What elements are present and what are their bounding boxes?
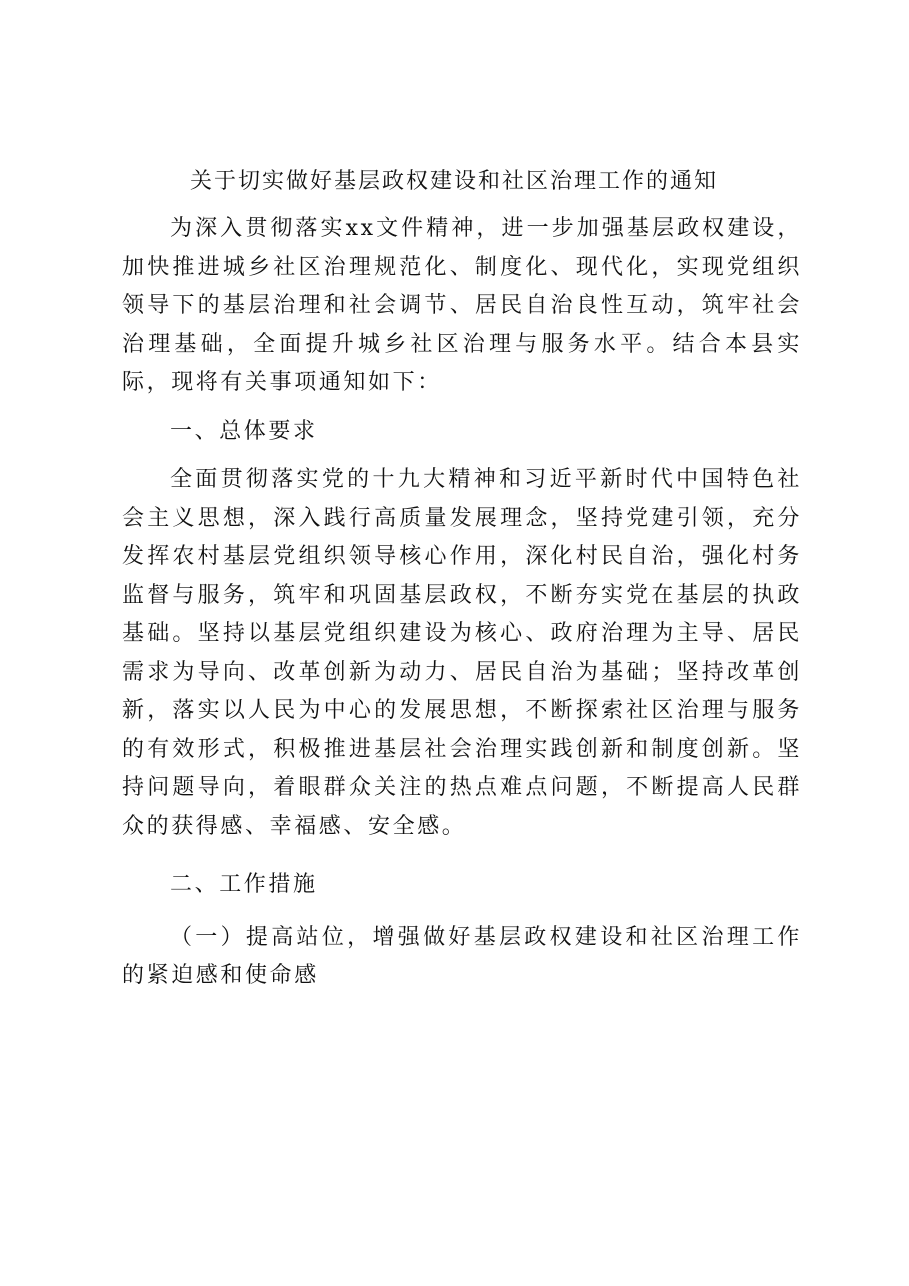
section-1-body: 全面贯彻落实党的十九大精神和习近平新时代中国特色社会主义思想，深入践行高质量发展理念，坚持党建引领，充分发挥农村基层党组织领导核心作用，深化村民自治，强化村务监督与服务，筑牢和巩固基层政权，不断夯实党在基层的执政基础。坚持以基层党组织建设为核心、政府治理为主导、居民需求为导向、改革创新为动力、居民自治为基础；坚持改革创新，落实以人民为中心的发展思想，不断探索社区治理与服务的有效形式，积极推进基层社会治理实践创新和制度创新。坚持问题导向，着眼群众关注的热点难点问题，不断提高人民群众的获得感、幸福感、安全感。 bbox=[122, 467, 802, 839]
document-content bbox=[122, 166, 802, 996]
intro-paragraph: 为深入贯彻落实xx文件精神，进一步加强基层政权建设，加快推进城乡社区治理规范化、制度化、现代化，实现党组织领导下的基层治理和社会调节、居民自治良性互动，筑牢社会治理基础，全面提升城乡社区治理与服务水平。结合本县实际，现将有关事项通知如下： bbox=[122, 216, 802, 395]
document-title: 关于切实做好基层政权建设和社区治理工作的通知 bbox=[190, 169, 719, 194]
section-2-heading: 二、工作措施 bbox=[170, 872, 318, 897]
section-1-heading: 一、总体要求 bbox=[170, 418, 318, 444]
section-2-subheading: （一）提高站位，增强做好基层政权建设和社区治理工作的紧迫感和使命感 bbox=[122, 924, 802, 988]
